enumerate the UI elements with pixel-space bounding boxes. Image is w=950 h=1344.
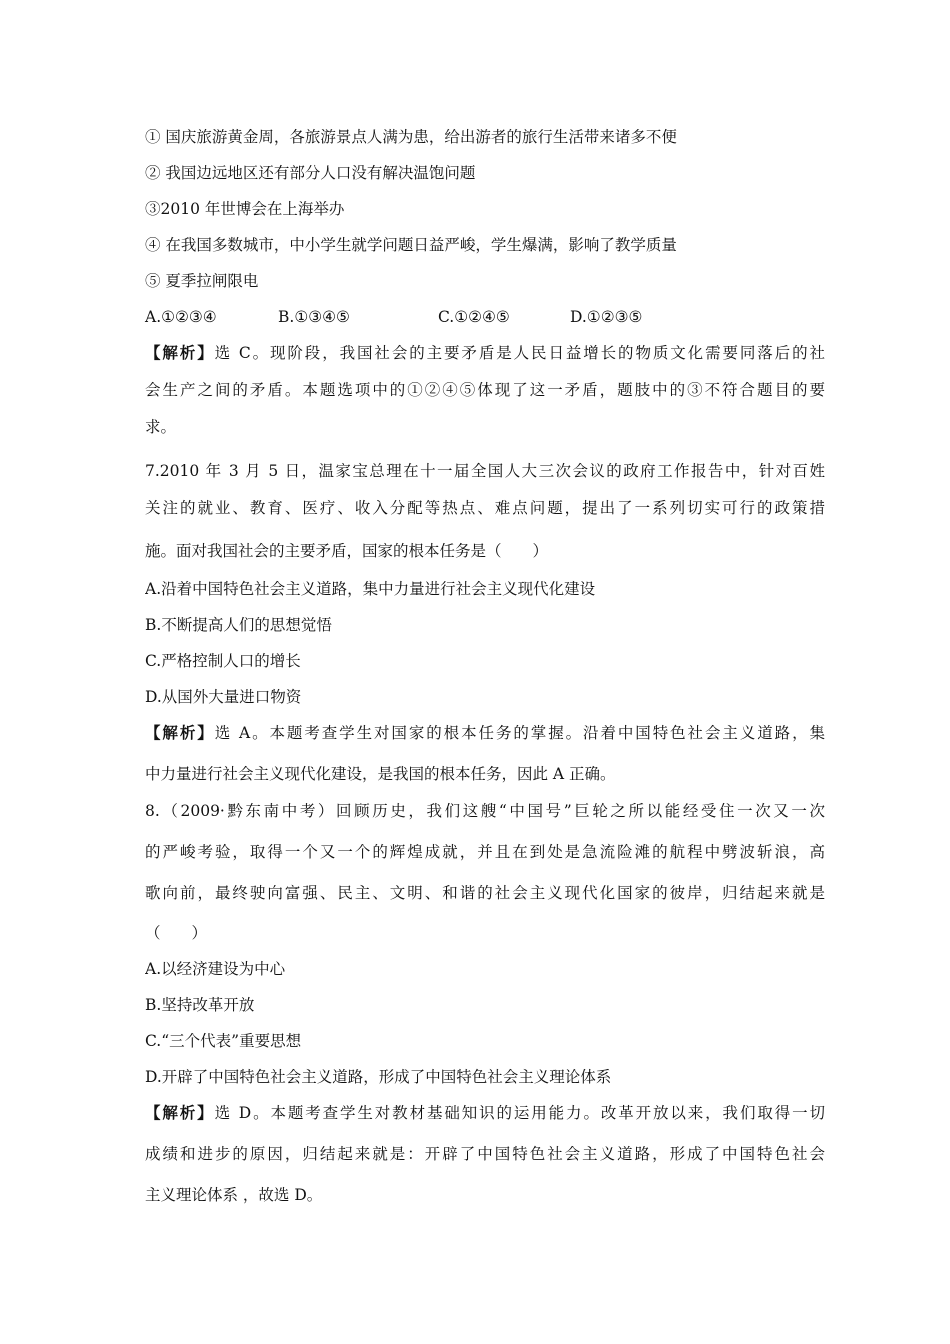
q8-stem-line-3: 歌向前，最终驶向富强、民主、文明、和谐的社会主义现代化国家的彼岸，归结起来就是 [145,884,825,902]
q7-analysis-text-1: 选 A。本题考查学生对国家的根本任务的掌握。沿着中国特色社会主义道路，集 [214,724,825,742]
q6-item-4: ④ 在我国多数城市，中小学生就学问题日益严峻，学生爆满，影响了教学质量 [145,236,677,254]
q6-item-1: ① 国庆旅游黄金周，各旅游景点人满为患，给出游者的旅行生活带来诸多不便 [145,128,677,146]
q7-analysis-line-2: 中力量进行社会主义现代化建设，是我国的根本任务，因此 A 正确。 [145,765,616,783]
q6-choice-d: D.①②③⑤ [570,308,643,326]
q6-choice-b: B.①③④⑤ [278,308,350,326]
q8-option-d: D.开辟了中国特色社会主义道路，形成了中国特色社会主义理论体系 [145,1068,612,1086]
q6-item-2: ② 我国边远地区还有部分人口没有解决温饱问题 [145,164,476,182]
q7-analysis-tag: 【解析】 [145,723,215,742]
q8-stem-line-1: 8.（2009·黔东南中考）回顾历史，我们这艘“中国号”巨轮之所以能经受住一次又一次 [145,802,825,820]
q8-analysis-tag: 【解析】 [145,1103,215,1122]
q6-item-5: ⑤ 夏季拉闸限电 [145,272,259,290]
q8-stem-line-2: 的严峻考验，取得一个又一个的辉煌成就，并且在到处是急流险滩的航程中劈波斩浪，高 [145,843,825,861]
q7-stem-line-1: 7.2010 年 3 月 5 日，温家宝总理在十一届全国人大三次会议的政府工作报告中，针对百姓 [145,462,825,480]
q8-option-b: B.坚持改革开放 [145,996,255,1014]
q7-option-b: B.不断提高人们的思想觉悟 [145,616,332,634]
q6-analysis-line-1 [145,343,825,363]
q8-option-c: C.“三个代表”重要思想 [145,1032,302,1050]
q6-analysis-text-1: 选 C。现阶段，我国社会的主要矛盾是人民日益增长的物质文化需要同落后的社 [214,344,825,362]
q6-analysis-line-2: 会生产之间的矛盾。本题选项中的①②④⑤体现了这一矛盾，题肢中的③不符合题目的要 [145,381,825,399]
q6-choices [145,307,825,327]
q7-stem-line-2: 关注的就业、教育、医疗、收入分配等热点、难点问题，提出了一系列切实可行的政策措 [145,499,825,517]
q7-option-d: D.从国外大量进口物资 [145,688,302,706]
q6-choice-c: C.①②④⑤ [438,308,510,326]
q6-item-3: ③2010 年世博会在上海举办 [145,200,345,218]
q7-analysis-line-1 [145,723,825,743]
q7-stem-line-3: 施。面对我国社会的主要矛盾，国家的根本任务是（ ） [145,542,549,560]
q8-option-a: A.以经济建设为中心 [145,960,286,978]
q8-stem-line-4: （ ） [145,924,208,942]
q8-analysis-text-1: 选 D。本题考查学生对教材基础知识的运用能力。改革开放以来，我们取得一切 [214,1104,825,1122]
q8-analysis-line-2: 成绩和进步的原因，归结起来就是：开辟了中国特色社会主义道路，形成了中国特色社会 [145,1145,825,1163]
q7-option-a: A.沿着中国特色社会主义道路，集中力量进行社会主义现代化建设 [145,580,596,598]
q7-option-c: C.严格控制人口的增长 [145,652,301,670]
q8-analysis-line-1 [145,1103,825,1123]
q6-analysis-line-3: 求。 [145,418,177,436]
q6-analysis-tag: 【解析】 [145,343,215,362]
q8-analysis-line-3: 主义理论体系 ，故选 D。 [145,1186,323,1204]
q6-choice-a: A.①②③④ [145,308,217,326]
